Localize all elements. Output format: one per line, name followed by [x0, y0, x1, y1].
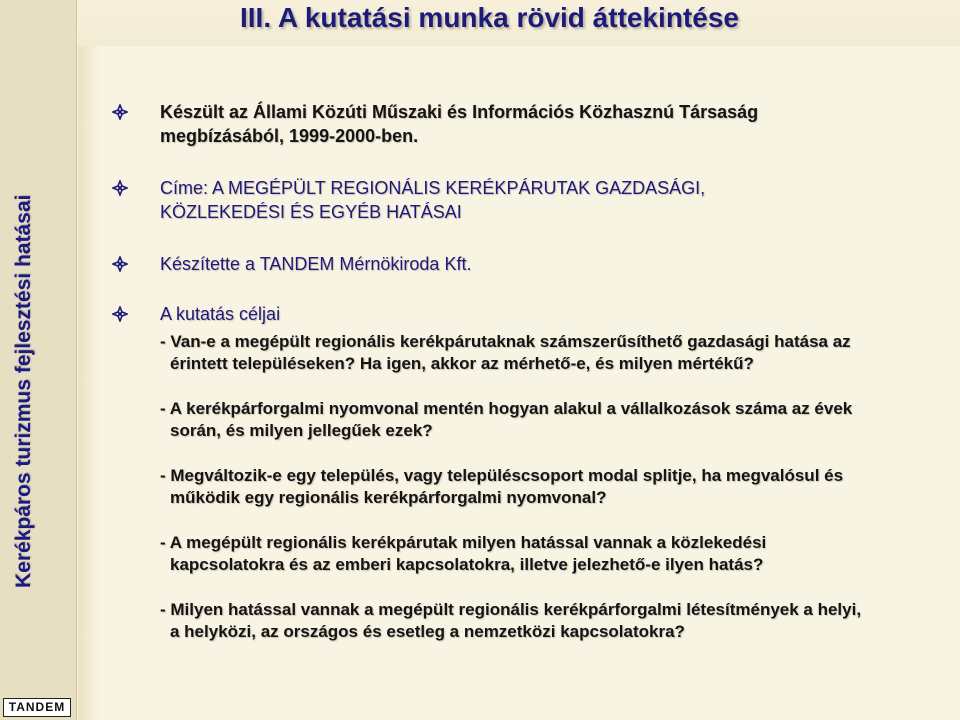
goal-line: érintett településeken? Ha igen, akkor az mérhető-e, és milyen mértékű? [170, 354, 754, 373]
bullet-commission [160, 100, 920, 148]
diamond-bullet-icon [112, 256, 128, 272]
goal-item [160, 599, 930, 643]
diamond-bullet-icon [112, 104, 128, 120]
page-title: III. A kutatási munka rövid áttekintése [240, 2, 739, 33]
bullet-line: megbízásából, 1999-2000-ben. [160, 126, 419, 146]
goal-line: - A megépült regionális kerékpárutak milyen hatással vannak a közlekedési [160, 533, 767, 552]
goal-line: - Milyen hatással vannak a megépült regionális kerékpárforgalmi létesítmények a helyi, [160, 600, 862, 619]
goal-line: - Van-e a megépült regionális kerékpárutaknak számszerűsíthető gazdasági hatása az [160, 332, 851, 351]
goal-item [160, 532, 930, 576]
tandem-logo: TANDEM [3, 698, 71, 717]
diamond-bullet-icon [112, 180, 128, 196]
goal-line: működik egy regionális kerékpárforgalmi nyomvonal? [170, 488, 607, 507]
goal-line: - A kerékpárforgalmi nyomvonal mentén hogyan alakul a vállalkozások száma az évek [160, 399, 853, 418]
bullet-author [160, 252, 920, 276]
goal-item [160, 398, 930, 442]
bullet-line: KÖZLEKEDÉSI ÉS EGYÉB HATÁSAI [160, 202, 462, 222]
bullet-title [160, 176, 920, 224]
bullet-line: A kutatás céljai [160, 304, 281, 324]
bullet-line: Címe: A MEGÉPÜLT REGIONÁLIS KERÉKPÁRUTAK GAZDASÁGI, [160, 178, 706, 198]
goal-line: során, és milyen jellegűek ezek? [170, 421, 433, 440]
sidebar-title: Kerékpáros turizmus fejlesztési hatásai [12, 194, 35, 588]
goal-item [160, 465, 930, 509]
sidebar [0, 0, 77, 720]
goal-line: a helyközi, az országos és esetleg a nemzetközi kapcsolatokra? [170, 622, 685, 641]
diamond-bullet-icon [112, 306, 128, 322]
bullet-goals-heading [160, 302, 920, 326]
goal-line: - Megváltozik-e egy település, vagy településcsoport modal splitje, ha megvalósul és [160, 466, 844, 485]
goal-item [160, 331, 930, 375]
goal-line: kapcsolatokra és az emberi kapcsolatokra, illetve jelezhető-e ilyen hatás? [170, 555, 764, 574]
bullet-line: Készült az Állami Közúti Műszaki és Információs Közhasznú Társaság [160, 102, 759, 122]
bullet-line: Készítette a TANDEM Mérnökiroda Kft. [160, 254, 472, 274]
